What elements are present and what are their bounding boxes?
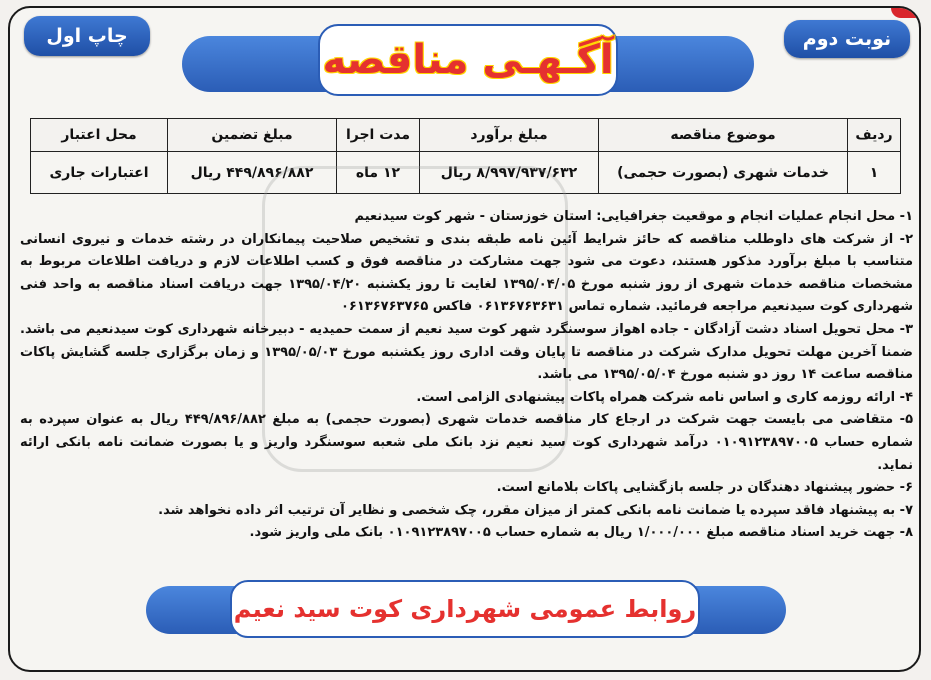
table-header-row: [31, 119, 901, 152]
cell-credit-source: اعتبارات جاری: [31, 152, 168, 194]
condition-item-4: ۴- ارائه روزمه کاری و اساس نامه شرکت همراه پاکات پیشنهادی الزامی است.: [416, 389, 913, 405]
tender-conditions: [20, 206, 913, 545]
header-duration: مدت اجرا: [337, 119, 420, 152]
cell-row-number: ۱: [848, 152, 901, 194]
header-subject: موضوع مناقصه: [599, 119, 848, 152]
condition-item-2: ۲- از شرکت های داوطلب مناقصه که حائز شرایط آئین نامه طبقه بندی و تشخیص صلاحیت پیمانکاران در رشته خدمات و نیروی انسانی متناسب با مبلغ برآورد مذکور هستند، دعوت می شود جهت مشارکت در مناقصه فوق و کسب اطلاعات لازم و دریافت اطلاعات مربوط به مشخصات مناقصه خدمات شهری از روز شنبه مورخ ۱۳۹۵/۰۴/۰۵ لغایت تا روز یکشنبه ۱۳۹۵/۰۴/۲۰ جهت دریافت اسناد مناقصه به واحد فنی شهرداری کوت سیدنعیم مراجعه فرمائید. شماره تماس ۰۶۱۳۶۷۶۳۶۳۱ فاکس ۰۶۱۳۶۷۶۳۷۶۵: [20, 231, 913, 315]
condition-item-6: ۶- حضور پیشنهاد دهندگان در جلسه بازگشایی پاکات بلامانع است.: [496, 480, 913, 496]
badge-first-print: چاپ اول: [24, 16, 150, 56]
header-estimate: مبلغ برآورد: [420, 119, 599, 152]
header-guarantee: مبلغ تضمین: [168, 119, 337, 152]
condition-item-3: ۳- محل تحویل اسناد دشت آزادگان - جاده اهواز سوسنگرد شهر کوت سید نعیم از سمت حمیدیه - دبیرخانه شهرداری کوت سیدنعیم می باشد. ضمنا آخرین مهلت تحویل مدارک شرکت در مناقصه تا پایان وقت اداری روز یکشنبه مورخ ۱۳۹۵/۰۵/۰۳ و زمان برگزاری جلسه گشایش پاکات مناقصه ساعت ۱۴ روز دو شنبه مورخ ۱۳۹۵/۰۵/۰۴ می باشد.: [20, 321, 913, 383]
condition-item-7: ۷- به پیشنهاد فاقد سپرده یا ضمانت نامه بانکی کمتر از میزان مقرر، چک شخصی و نظایر آن ترتیب اثر داده نخواهد شد.: [158, 502, 913, 518]
cell-subject: خدمات شهری (بصورت حجمی): [599, 152, 848, 194]
header-credit-source: محل اعتبار: [31, 119, 168, 152]
cell-guarantee: ۴۴۹/۸۹۶/۸۸۲ ریال: [168, 152, 337, 194]
badge-second-round: نوبت دوم: [784, 20, 910, 58]
page-title: آگـهـی مناقصه: [318, 24, 618, 96]
cell-estimate: ۸/۹۹۷/۹۳۷/۶۳۲ ریال: [420, 152, 599, 194]
corner-accent: [891, 8, 919, 18]
footer-public-relations: روابط عمومی شهرداری کوت سید نعیم: [230, 580, 700, 638]
table-row: [31, 152, 901, 194]
cell-duration: ۱۲ ماه: [337, 152, 420, 194]
header-row-number: ردیف: [848, 119, 901, 152]
condition-item-5: ۵- متقاضی می بایست جهت شرکت در ارجاع کار مناقصه خدمات شهری (بصورت حجمی) به مبلغ ۴۴۹/۸۹۶/۸۸۲ ریال به عنوان سپرده به شماره حساب ۰۱۰۹۱۲۳۸۹۷۰۰۵ درآمد شهرداری کوت سید نعیم نزد بانک ملی شعبه سوسنگرد واریز و یا بصورت ضمانت نامه بانکی ارائه نماید.: [20, 412, 913, 473]
tender-table: [30, 118, 901, 194]
condition-item-8: ۸- جهت خرید اسناد مناقصه مبلغ ۱/۰۰۰/۰۰۰ ریال به شماره حساب ۰۱۰۹۱۲۳۸۹۷۰۰۵ بانک ملی واریز شود.: [249, 525, 913, 541]
condition-item-1: ۱- محل انجام عملیات انجام و موقعیت جغرافیایی: استان خوزستان - شهر کوت سیدنعیم: [354, 209, 913, 224]
